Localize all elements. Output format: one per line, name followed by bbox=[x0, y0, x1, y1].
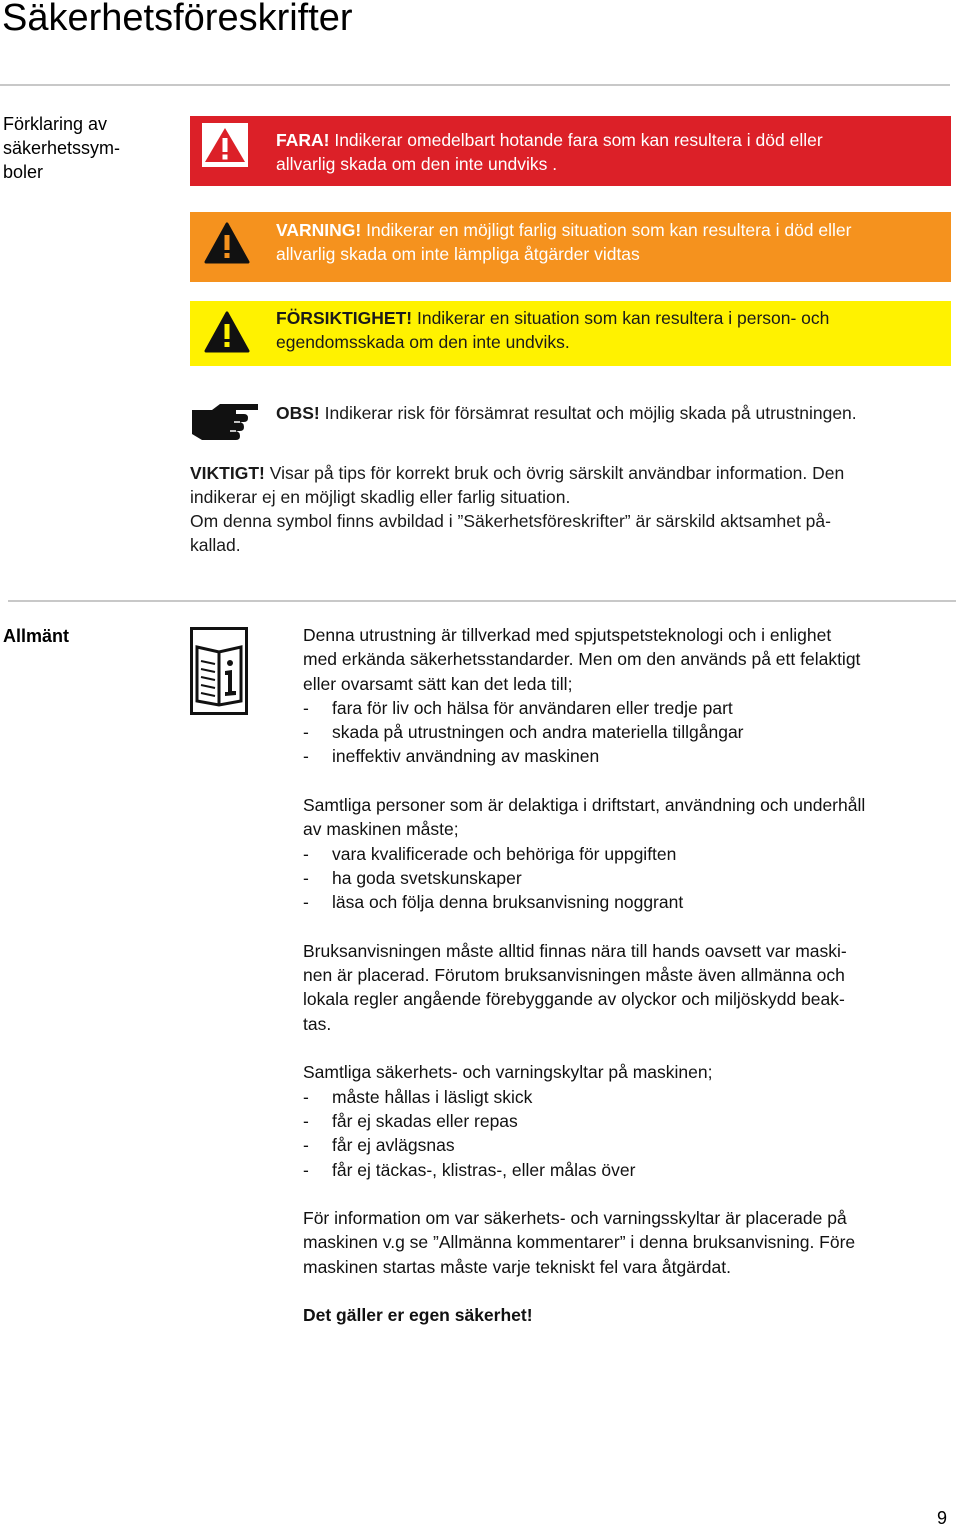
important-text bbox=[190, 461, 960, 557]
text-line: Denna utrustning är tillverkad med spjutspetsteknologi och i enlighet bbox=[303, 625, 832, 645]
caution-line: egendomsskada om den inte undviks. bbox=[276, 332, 570, 352]
important-line: Om denna symbol finns avbildad i ”Säkerhetsföreskrifter” är särskild aktsamhet på- bbox=[190, 511, 831, 531]
warning-icon bbox=[204, 222, 250, 271]
list-item-text: läsa och följa denna bruksanvisning noggrant bbox=[332, 892, 684, 913]
list-item-text: ineffektiv användning av maskinen bbox=[332, 746, 600, 767]
list-item: - vara kvalificerade och behöriga för uppgiften bbox=[303, 842, 953, 866]
closing-statement: Det gäller er egen säkerhet! bbox=[303, 1305, 533, 1326]
read-manual-icon bbox=[190, 627, 248, 720]
danger-line: allvarlig skada om den inte undviks . bbox=[276, 154, 558, 174]
divider bbox=[8, 600, 956, 602]
text-line: maskinen v.g se ”Allmänna kommentarer” i denna bruksanvisning. Före bbox=[303, 1232, 856, 1253]
danger-heading: FARA! bbox=[276, 130, 330, 150]
important-line: Visar på tips för korrekt bruk och övrig särskilt användbar information. Den bbox=[264, 463, 845, 483]
list-item: - läsa och följa denna bruksanvisning noggrant bbox=[303, 890, 953, 914]
list-item-text: skada på utrustningen och andra materiella tillgångar bbox=[332, 722, 744, 743]
list-item-text: ha goda svetskunskaper bbox=[332, 867, 522, 888]
label-line: boler bbox=[3, 162, 44, 182]
text-line: Bruksanvisningen måste alltid finnas nära till hands oavsett var maski- bbox=[303, 940, 847, 961]
paragraph bbox=[303, 1060, 953, 1084]
important-line: kallad. bbox=[190, 535, 241, 555]
important-heading: VIKTIGT! bbox=[190, 463, 265, 483]
text-line: Samtliga personer som är delaktiga i driftstart, användning och underhåll bbox=[303, 795, 866, 816]
list-item-text: måste hållas i läsligt skick bbox=[332, 1086, 533, 1107]
list-item: - får ej avlägsnas bbox=[303, 1133, 953, 1157]
text-line: Samtliga säkerhets- och varningskyltar på maskinen; bbox=[303, 1062, 713, 1083]
paragraph bbox=[303, 793, 953, 842]
text-line: tas. bbox=[303, 1013, 332, 1034]
warning-box bbox=[190, 212, 951, 282]
important-line: indikerar ej en möjligt skadlig eller farlig situation. bbox=[190, 487, 571, 507]
list-item-text: får ej täckas-, klistras-, eller målas över bbox=[332, 1159, 636, 1180]
caution-box bbox=[190, 301, 951, 366]
text-line: med erkända säkerhetsstandarder. Men om den används på ett felaktigt bbox=[303, 649, 861, 670]
list-item-text: vara kvalificerade och behöriga för uppgiften bbox=[332, 843, 677, 864]
list-item: - ineffektiv användning av maskinen bbox=[303, 744, 953, 768]
text-line: maskinen startas måste varje tekniskt fel vara åtgärdat. bbox=[303, 1256, 731, 1277]
paragraph bbox=[303, 1206, 953, 1279]
label-line: säkerhetssym- bbox=[3, 138, 121, 158]
danger-box bbox=[190, 116, 951, 186]
obs-line: Indikerar risk för försämrat resultat och möjlig skada på utrustningen. bbox=[319, 403, 857, 423]
list-item-text: får ej skadas eller repas bbox=[332, 1110, 518, 1131]
text-line: För information om var säkerhets- och varningsskyltar är placerade på bbox=[303, 1208, 847, 1229]
paragraph bbox=[303, 623, 953, 696]
list-item: - får ej skadas eller repas bbox=[303, 1109, 953, 1133]
warning-line: Indikerar en möjligt farlig situation som kan resultera i död eller bbox=[361, 220, 852, 240]
label-line: Förklaring av bbox=[3, 114, 108, 134]
obs-text bbox=[276, 401, 956, 425]
warning-heading: VARNING! bbox=[276, 220, 362, 240]
caution-heading: FÖRSIKTIGHET! bbox=[276, 308, 413, 328]
list-item: - får ej täckas-, klistras-, eller målas över bbox=[303, 1158, 953, 1182]
danger-warning-icon bbox=[202, 123, 248, 167]
caution-icon bbox=[204, 311, 250, 360]
list-item: - fara för liv och hälsa för användaren eller tredje part bbox=[303, 696, 953, 720]
danger-text bbox=[276, 128, 946, 176]
text-line: nen är placerad. Förutom bruksanvisningen måste även allmänna och bbox=[303, 965, 845, 986]
general-body bbox=[303, 623, 953, 1328]
page-title: Säkerhetsföreskrifter bbox=[2, 0, 353, 39]
danger-line: Indikerar omedelbart hotande fara som kan resultera i död eller bbox=[329, 130, 823, 150]
section-label-general: Allmänt bbox=[3, 626, 70, 646]
text-line: eller ovarsamt sätt kan det leda till; bbox=[303, 673, 573, 694]
obs-heading: OBS! bbox=[276, 403, 320, 423]
caution-text bbox=[276, 306, 946, 354]
list-item: - måste hållas i läsligt skick bbox=[303, 1085, 953, 1109]
warning-text bbox=[276, 218, 946, 266]
list-item-text: fara för liv och hälsa för användaren eller tredje part bbox=[332, 697, 733, 718]
caution-line: Indikerar en situation som kan resultera i person- och bbox=[412, 308, 830, 328]
list-item-text: får ej avlägsnas bbox=[332, 1135, 455, 1156]
text-line: av maskinen måste; bbox=[303, 819, 459, 840]
section-label-symbols bbox=[3, 112, 120, 184]
warning-line: allvarlig skada om inte lämpliga åtgärder vidtas bbox=[276, 244, 640, 264]
pointing-hand-icon bbox=[190, 398, 260, 451]
list-item: - ha goda svetskunskaper bbox=[303, 866, 953, 890]
text-line: lokala regler angående förebyggande av olyckor och miljöskydd beak- bbox=[303, 989, 845, 1010]
paragraph bbox=[303, 939, 953, 1036]
divider bbox=[0, 84, 950, 86]
list-item: - skada på utrustningen och andra materiella tillgångar bbox=[303, 720, 953, 744]
page-number: 9 bbox=[936, 1508, 947, 1528]
